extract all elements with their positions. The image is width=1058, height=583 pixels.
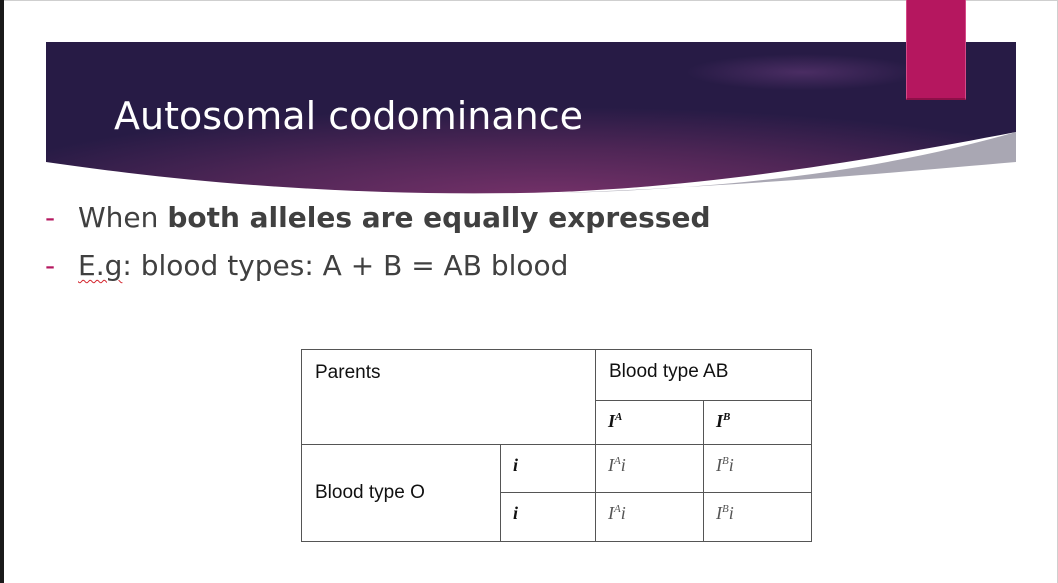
genotype-cell [596, 493, 704, 542]
bullet-2-abbr: E.g [78, 249, 123, 282]
genotype-cell [704, 445, 812, 493]
bullet-1-bold: both alleles are equally expressed [167, 201, 711, 234]
slide-title: Autosomal codominance [114, 94, 584, 138]
parent1-label: Blood type AB [609, 361, 729, 382]
recessive-row2-cell [501, 493, 596, 542]
parent1-header-cell [596, 350, 812, 401]
bullet-marker: - [45, 249, 56, 282]
genotype-cell [596, 445, 704, 493]
recessive-row1-cell [501, 445, 596, 493]
parent2-label: Blood type O [315, 482, 425, 503]
genotype-value: $I^Bi$ [716, 455, 734, 475]
bullet-2 [45, 249, 568, 283]
bullet-2-text: : blood types: A + B = AB blood [122, 249, 569, 282]
allele-b: $I^B$ [716, 411, 731, 431]
genotype-value: $I^Ai$ [608, 455, 626, 475]
window-left-edge [0, 0, 4, 583]
punnett-table [301, 349, 812, 542]
accent-tab [906, 0, 966, 100]
genotype-cell [704, 493, 812, 542]
parent2-header-cell [302, 445, 501, 542]
allele-a-cell [596, 401, 704, 445]
allele-b-cell [704, 401, 812, 445]
bullet-marker: - [45, 201, 56, 234]
bullet-1 [45, 201, 711, 235]
bullet-1-prefix: When [78, 201, 168, 234]
recessive-allele: i [513, 503, 519, 523]
genotype-value: $I^Bi$ [716, 503, 734, 523]
parents-header-cell [302, 350, 596, 445]
parents-label: Parents [315, 362, 381, 383]
genotype-value: $I^Ai$ [608, 503, 626, 523]
recessive-allele: i [513, 455, 519, 475]
allele-a: $I^A$ [608, 411, 623, 431]
